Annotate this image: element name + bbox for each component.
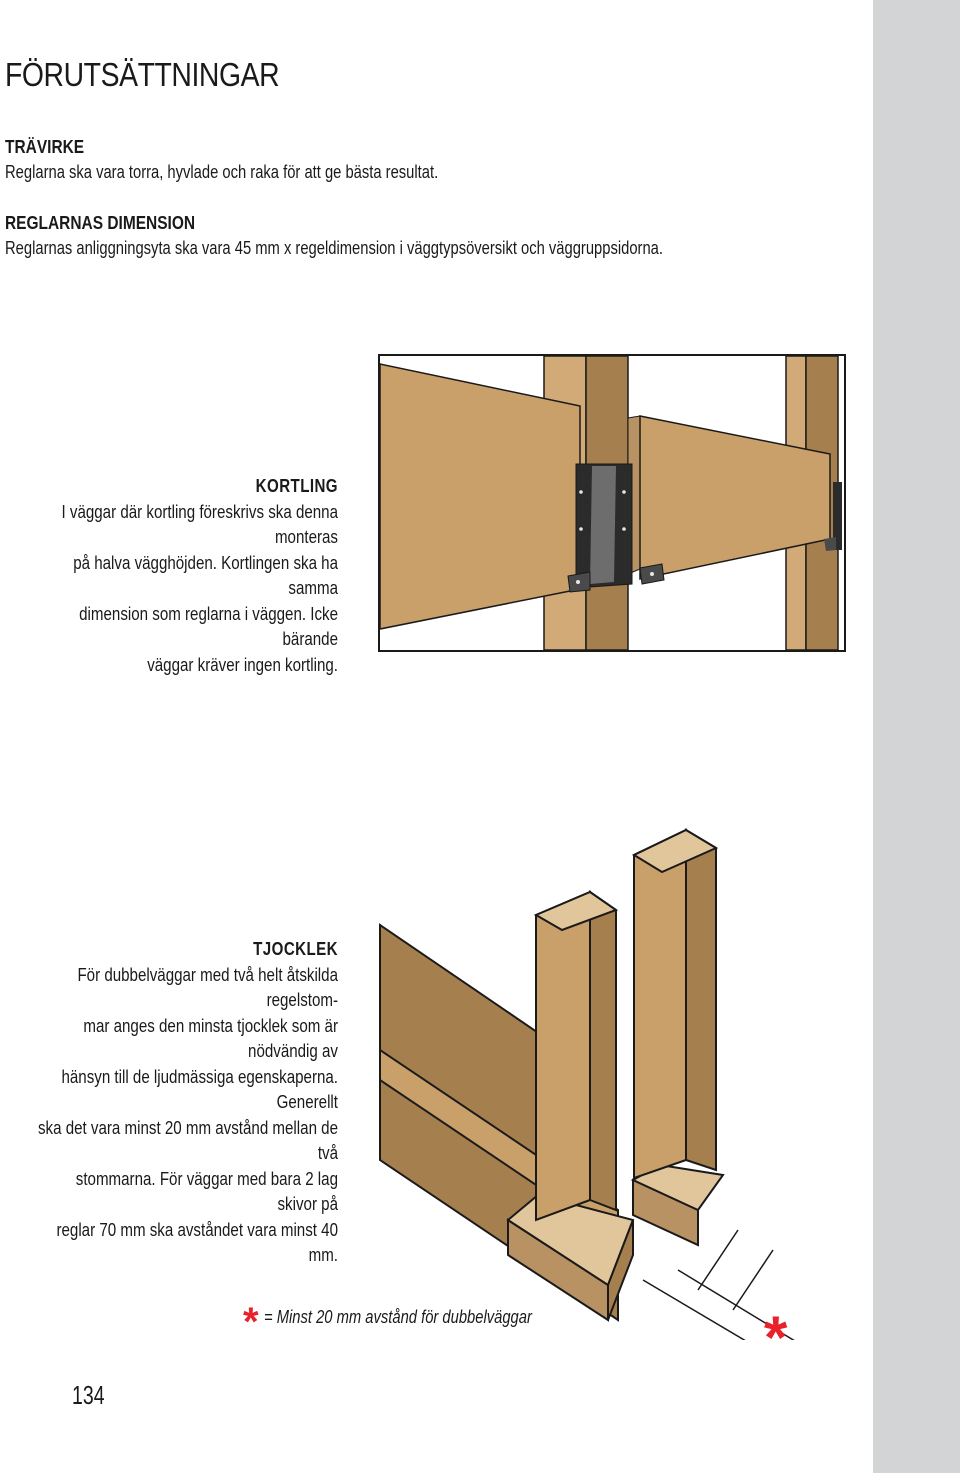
kortling-illustration [378,354,846,652]
gap-marker-asterisk-icon: * [764,1304,788,1371]
asterisk-icon: * [243,1300,259,1344]
travirke-heading: TRÄVIRKE [5,137,85,157]
tjocklek-line: stommarna. För väggar med bara 2 lag skivor på [75,1168,338,1214]
tjocklek-line: För dubbelväggar med två helt åtskilda regelstom- [77,964,338,1010]
page-number: 134 [72,1380,105,1410]
tjocklek-line: hänsyn till de ljudmässiga egenskaperna. Generellt [61,1066,339,1112]
tjocklek-heading: TJOCKLEK [253,939,338,959]
legend-text: = Minst 20 mm avstånd för dubbelväggar [263,1307,532,1327]
dimension-heading: REGLARNAS DIMENSION [5,213,196,233]
kortling-line: på halva vägghöjden. Kortlingen ska ha samma [73,552,338,598]
tjocklek-callout [0,937,338,1269]
legend [243,1300,590,1345]
tjocklek-line: mar anges den minsta tjocklek som är nödvändig av [83,1015,338,1061]
page-sidebar [873,0,960,1473]
tjocklek-line: ska det vara minst 20 mm avstånd mellan de två [37,1117,338,1163]
kortling-line: I väggar där kortling föreskrivs ska denna monteras [61,501,339,547]
travirke-text: Reglarna ska vara torra, hyvlade och raka för att ge bästa resultat. [5,162,439,182]
tjocklek-illustration [378,800,858,1340]
kortling-heading: KORTLING [255,476,338,496]
tjocklek-line: reglar 70 mm ska avståndet vara minst 40 mm. [56,1219,339,1265]
kortling-line: väggar kräver ingen kortling. [147,654,338,675]
kortling-callout [0,474,338,678]
dimension-text: Reglarnas anliggningsyta ska vara 45 mm x regeldimension i väggtypsöversikt och väggruppsidorna. [5,238,663,258]
page-title: FÖRUTSÄTTNINGAR [5,56,280,93]
kortling-line: dimension som reglarna i väggen. Icke bärande [79,603,338,649]
